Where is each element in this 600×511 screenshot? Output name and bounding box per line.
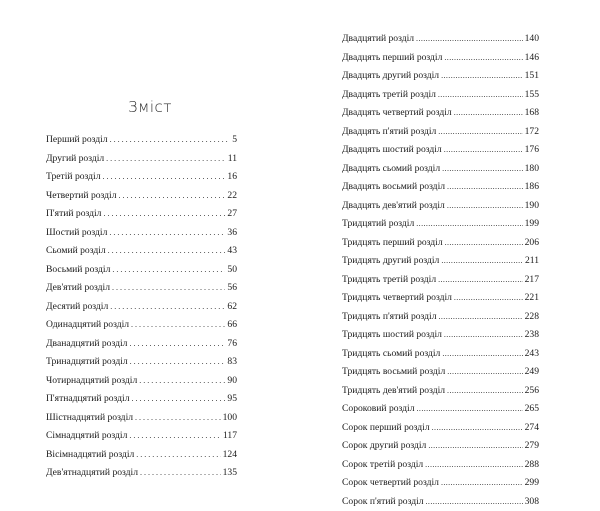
dot-leader [131,316,225,335]
dot-leader [106,150,226,169]
toc-entry-label: Тридцять перший розділ [342,234,443,253]
toc-entry-page-number: 172 [525,123,539,142]
toc-entry-label: Двадцять другий розділ [342,67,439,86]
toc-entry-page-number: 206 [525,234,539,253]
toc-entry-label: Другий розділ [46,150,104,169]
toc-entry-label: П'ятнадцятий розділ [46,390,130,409]
toc-entry[interactable] [46,390,237,409]
toc-entry-page-number: 11 [228,150,237,169]
toc-entry-label: Двадцять третій розділ [342,86,436,105]
toc-entry-page-number: 243 [525,345,539,364]
toc-entry-page-number: 308 [525,493,539,511]
dot-leader [112,261,225,280]
dot-leader [140,464,221,483]
toc-entry[interactable] [342,382,539,401]
dot-leader [103,168,226,187]
toc-entry-label: Двадцять восьмий розділ [342,178,445,197]
toc-entry[interactable] [342,252,539,271]
dot-leader [441,252,523,271]
toc-entry-label: Сорок п'ятий розділ [342,493,424,511]
toc-entry-label: Тридцять шостий розділ [342,326,442,345]
toc-entry-page-number: 186 [525,178,539,197]
toc-entry-label: Перший розділ [46,131,108,150]
dot-leader [447,197,523,216]
toc-entry-label: Дев'ятий розділ [46,279,110,298]
toc-entry-page-number: 5 [232,131,237,150]
toc-entry-label: Сорок другий розділ [342,437,426,456]
toc-entry[interactable] [342,30,539,49]
dot-leader [438,271,522,290]
toc-entry-page-number: 36 [227,224,237,243]
toc-entry-page-number: 151 [525,67,539,86]
toc-entry-label: Дев'ятнадцятий розділ [46,464,138,483]
toc-entry[interactable] [342,474,539,493]
dot-leader [109,224,225,243]
toc-entry-label: Тридцять сьомий розділ [342,345,440,364]
toc-entry[interactable] [342,49,539,68]
dot-leader [129,335,225,354]
toc-entry-label: П'ятий розділ [46,205,101,224]
toc-entry-page-number: 299 [525,474,539,493]
toc-entry-label: Десятий розділ [46,298,108,317]
toc-entry[interactable] [342,160,539,179]
toc-entry-label: Дванадцятий розділ [46,335,127,354]
dot-leader [442,345,522,364]
dot-leader [441,474,523,493]
toc-entry[interactable] [342,456,539,475]
toc-entry-page-number: 190 [525,197,539,216]
toc-entry-label: Двадцять четвертий розділ [342,104,452,123]
toc-entry-label: Чотирнадцятий розділ [46,372,137,391]
toc-entry[interactable] [342,289,539,308]
dot-leader [139,372,225,391]
toc-list-left [46,131,237,483]
toc-entry[interactable] [342,86,539,105]
toc-entry-page-number: 100 [223,409,237,428]
toc-entry[interactable] [342,437,539,456]
dot-leader [444,326,523,345]
toc-entry[interactable] [342,197,539,216]
toc-entry-label: Сорок перший розділ [342,419,430,438]
toc-entry-page-number: 140 [525,30,539,49]
toc-entry-page-number: 135 [223,464,237,483]
toc-entry[interactable] [46,353,237,372]
dot-leader [112,279,225,298]
toc-entry-page-number: 66 [227,316,237,335]
toc-entry-label: Сороковий розділ [342,400,415,419]
toc-entry-label: Четвертий розділ [46,187,117,206]
dot-leader [119,187,226,206]
toc-entry[interactable] [342,326,539,345]
toc-entry-label: Сімнадцятий розділ [46,427,127,446]
toc-entry-page-number: 176 [525,141,539,160]
toc-entry-page-number: 168 [525,104,539,123]
toc-entry[interactable] [342,141,539,160]
toc-entry[interactable] [46,205,237,224]
dot-leader [426,493,523,511]
dot-leader [103,205,225,224]
toc-entry-label: Третій розділ [46,168,101,187]
toc-entry-label: Двадцять сьомий розділ [342,160,440,179]
toc-entry-label: Тринадцятий розділ [46,353,128,372]
dot-leader [132,390,226,409]
toc-entry-page-number: 228 [525,308,539,327]
toc-entry-page-number: 124 [223,446,237,465]
toc-entry-label: Тридцятий розділ [342,215,414,234]
toc-entry-label: Двадцять дев'ятий розділ [342,197,445,216]
toc-entry[interactable] [342,308,539,327]
toc-entry[interactable] [342,178,539,197]
toc-entry[interactable] [342,345,539,364]
toc-entry[interactable] [46,464,237,483]
dot-leader [447,382,523,401]
toc-entry[interactable] [342,104,539,123]
toc-entry-label: Шістнадцятий розділ [46,409,133,428]
toc-entry-page-number: 249 [525,363,539,382]
toc-entry-page-number: 265 [525,400,539,419]
toc-entry-page-number: 217 [525,271,539,290]
toc-entry-label: Двадцятий розділ [342,30,414,49]
left-page [0,0,300,450]
toc-entry[interactable] [46,242,237,261]
dot-leader [110,131,231,150]
dot-leader [447,363,522,382]
toc-entry-page-number: 50 [227,261,237,280]
toc-entry-page-number: 117 [223,427,237,446]
dot-leader [445,234,523,253]
toc-entry[interactable] [46,168,237,187]
dot-leader [441,67,523,86]
toc-entry[interactable] [46,261,237,280]
right-page [300,0,600,450]
dot-leader [454,104,523,123]
dot-leader [425,456,522,475]
dot-leader [416,30,523,49]
toc-entry-label: Тридцять восьмий розділ [342,363,445,382]
toc-entry[interactable] [46,298,237,317]
toc-entry-page-number: 62 [227,298,237,317]
toc-entry[interactable] [342,400,539,419]
dot-leader [438,123,522,142]
toc-entry-label: Шостий розділ [46,224,107,243]
toc-entry-page-number: 199 [525,215,539,234]
toc-entry-label: Двадцять перший розділ [342,49,442,68]
toc-entry[interactable] [46,187,237,206]
toc-entry[interactable] [46,335,237,354]
toc-entry-page-number: 288 [525,456,539,475]
dot-leader [108,242,226,261]
toc-entry[interactable] [342,419,539,438]
dot-leader [110,298,225,317]
toc-entry-label: Тридцять четвертий розділ [342,289,452,308]
toc-entry[interactable] [342,215,539,234]
dot-leader [135,409,221,428]
toc-entry-page-number: 256 [525,382,539,401]
toc-entry[interactable] [46,409,237,428]
dot-leader [136,446,220,465]
toc-entry[interactable] [46,279,237,298]
dot-leader [130,353,226,372]
toc-entry[interactable] [46,372,237,391]
toc-entry[interactable] [46,427,237,446]
toc-entry-page-number: 90 [227,372,237,391]
toc-entry-page-number: 279 [525,437,539,456]
dot-leader [432,419,523,438]
toc-entry-page-number: 27 [227,205,237,224]
toc-entry-label: Тридцять дев'ятий розділ [342,382,445,401]
toc-entry-label: Вісімнадцятий розділ [46,446,134,465]
toc-entry-page-number: 95 [227,390,237,409]
toc-entry-label: Сорок третій розділ [342,456,423,475]
toc-entry-page-number: 274 [525,419,539,438]
toc-entry[interactable] [46,316,237,335]
toc-entry-page-number: 180 [525,160,539,179]
toc-entry-label: Тридцять другий розділ [342,252,439,271]
dot-leader [442,160,522,179]
toc-entry[interactable] [46,150,237,169]
dot-leader [438,86,523,105]
toc-entry-page-number: 238 [525,326,539,345]
toc-entry-label: Сорок четвертий розділ [342,474,439,493]
toc-entry-page-number: 22 [227,187,237,206]
toc-entry-label: Двадцять п'ятий розділ [342,123,436,142]
toc-entry[interactable] [46,446,237,465]
toc-entry[interactable] [342,271,539,290]
dot-leader [129,427,221,446]
toc-entry-label: Одинадцятий розділ [46,316,129,335]
toc-entry-page-number: 211 [525,252,539,271]
dot-leader [416,215,522,234]
dot-leader [454,289,523,308]
toc-list-right [342,30,539,511]
toc-entry-label: Тридцять третій розділ [342,271,436,290]
toc-entry-label: Тридцять п'ятий розділ [342,308,437,327]
toc-entry-page-number: 56 [227,279,237,298]
dot-leader [447,178,523,197]
toc-entry-page-number: 155 [525,86,539,105]
dot-leader [428,437,522,456]
toc-entry[interactable] [342,493,539,511]
toc-entry[interactable] [342,123,539,142]
dot-leader [444,49,522,68]
dot-leader [417,400,523,419]
toc-entry-page-number: 146 [525,49,539,68]
toc-entry-page-number: 43 [227,242,237,261]
toc-entry[interactable] [342,363,539,382]
toc-title: Зміст [0,98,300,116]
toc-entry-page-number: 16 [227,168,237,187]
toc-entry[interactable] [46,131,237,150]
toc-entry[interactable] [46,224,237,243]
toc-entry-label: Сьомий розділ [46,242,106,261]
toc-entry-label: Двадцять шостий розділ [342,141,442,160]
dot-leader [444,141,523,160]
toc-entry-page-number: 83 [227,353,237,372]
dot-leader [439,308,523,327]
toc-entry[interactable] [342,67,539,86]
toc-entry-label: Восьмий розділ [46,261,110,280]
toc-entry[interactable] [342,234,539,253]
toc-entry-page-number: 76 [227,335,237,354]
toc-entry-page-number: 221 [525,289,539,308]
